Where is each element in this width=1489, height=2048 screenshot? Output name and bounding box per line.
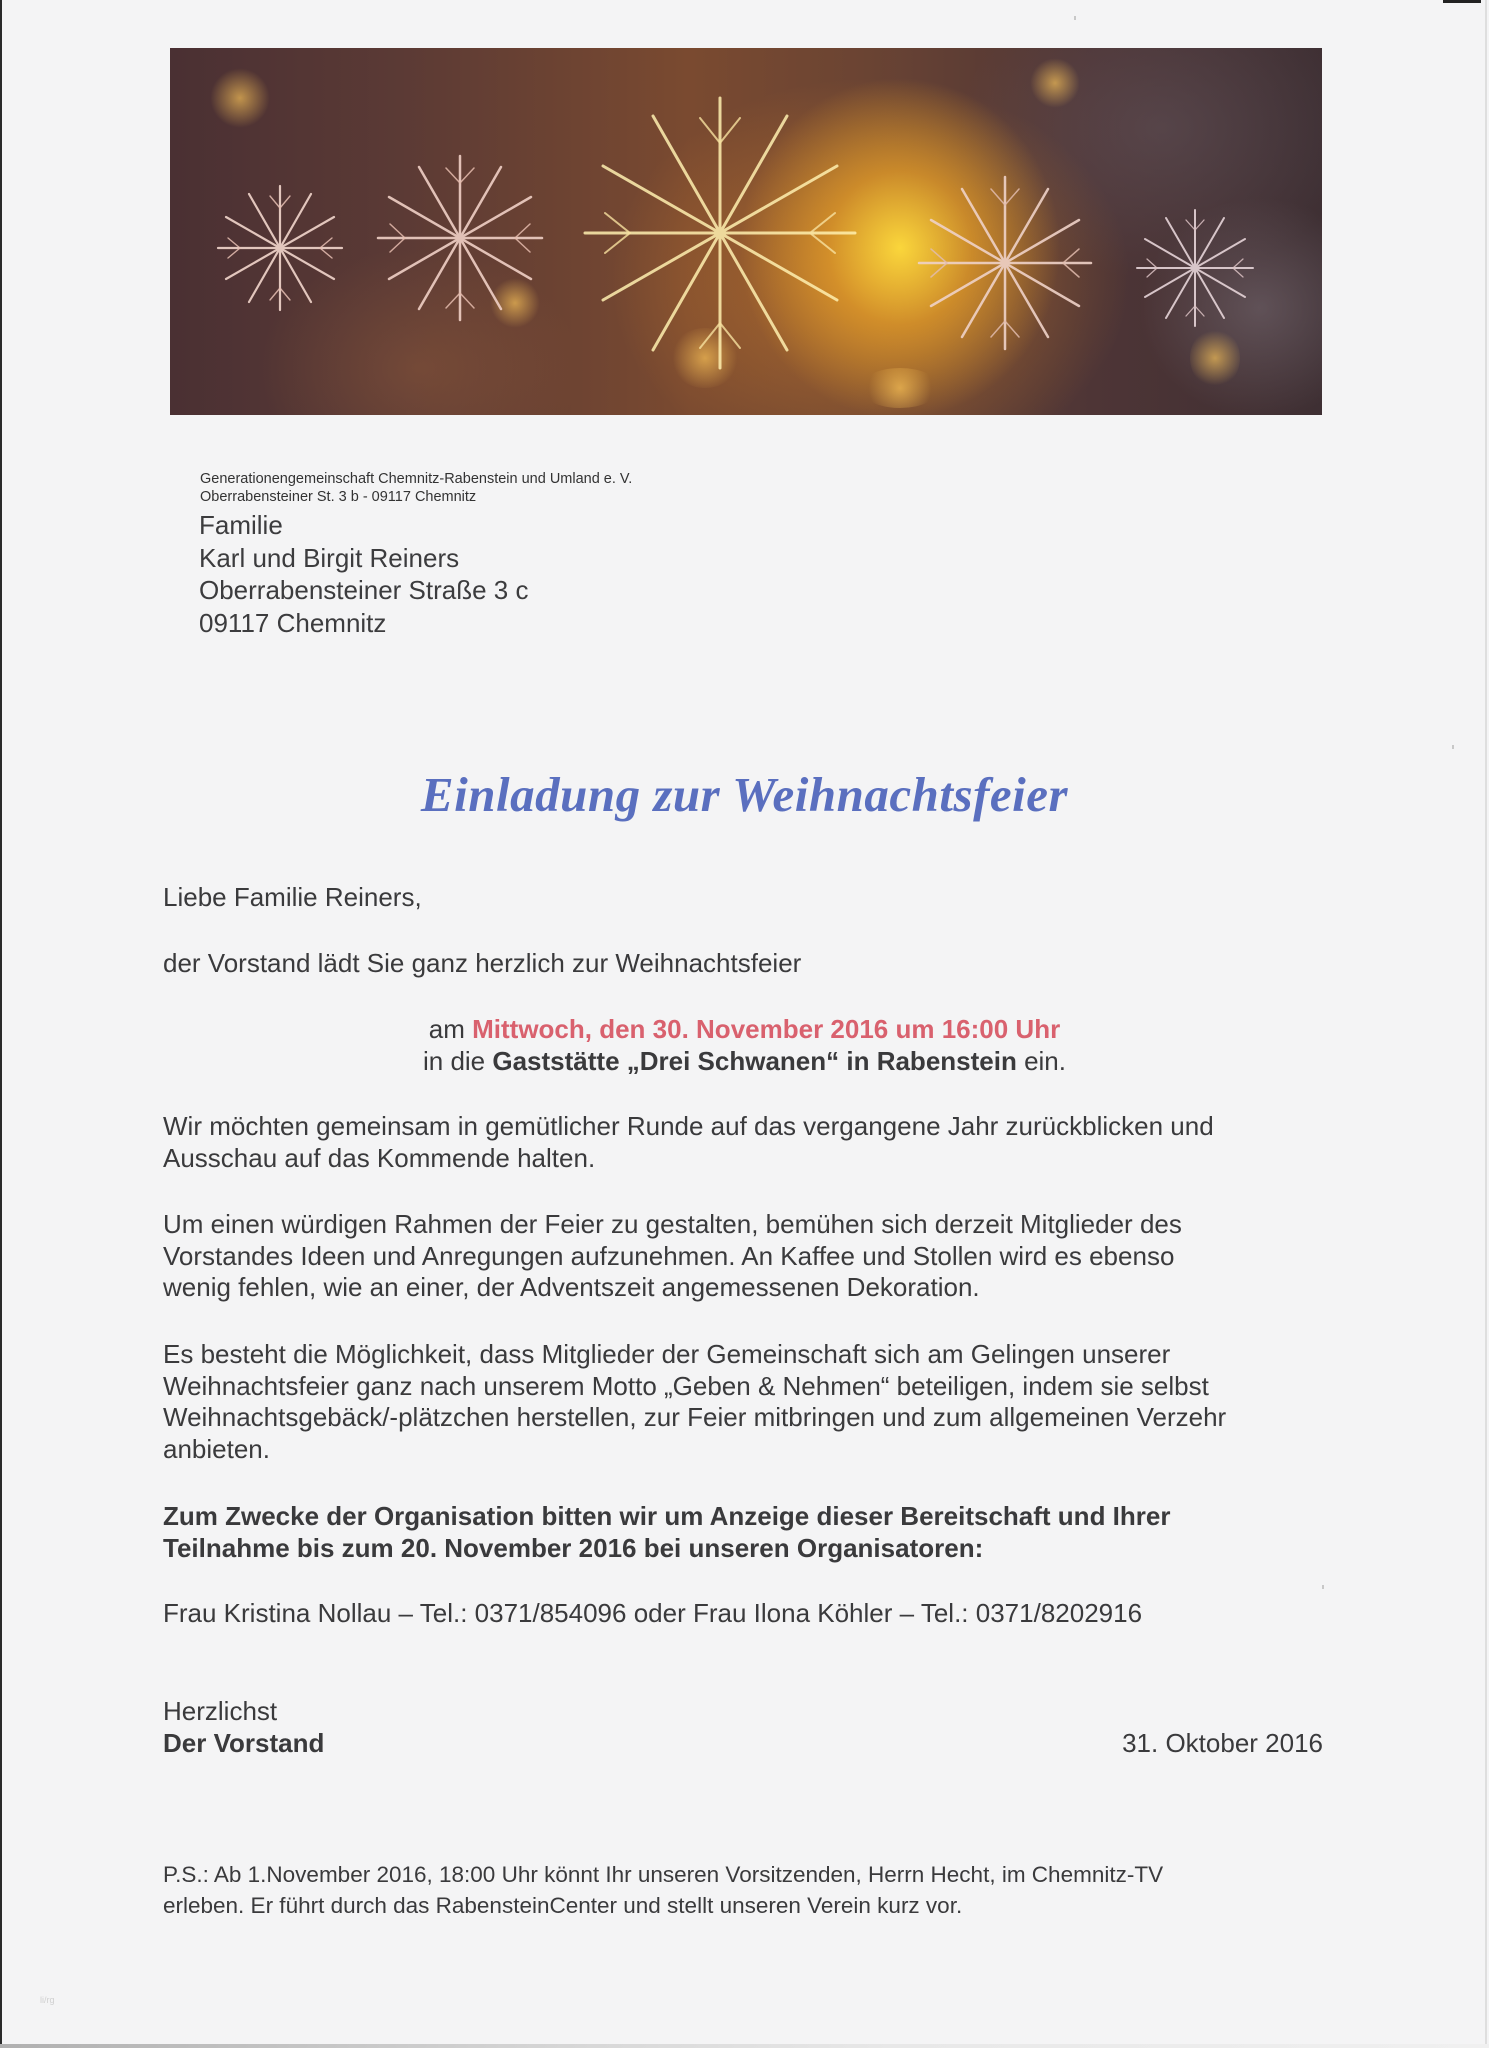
scan-speck	[1074, 16, 1076, 20]
postscript-line: erleben. Er führt durch das RabensteinCenter und stellt unseren Verein kurz vor.	[163, 1893, 963, 1918]
recipient-city: 09117 Chemnitz	[199, 607, 387, 638]
paragraph-line: Weihnachtsfeier ganz nach unserem Motto „Geben & Nehmen“ beteiligen, indem sie selbst	[163, 1370, 1209, 1401]
scan-speck	[1452, 745, 1454, 749]
paragraph-line: Vorstandes Ideen und Anregungen aufzunehmen. An Kaffee und Stollen wird es ebenso	[163, 1240, 1175, 1271]
recipient-street: Oberrabensteiner Straße 3 c	[199, 575, 529, 605]
document-title: Einladung zur Weihnachtsfeier	[420, 767, 1069, 822]
recipient-name: Karl und Birgit Reiners	[199, 542, 460, 573]
event-venue: Gaststätte „Drei Schwanen“ in Rabenstein	[492, 1046, 1017, 1076]
letter-intro: der Vorstand lädt Sie ganz herzlich zur Weihnachtsfeier	[163, 948, 802, 978]
paragraph-line: Um einen würdigen Rahmen der Feier zu gestalten, bemühen sich derzeit Mitglieder des	[163, 1209, 1182, 1239]
paragraph-rsvp-request	[163, 1501, 1343, 1564]
scan-watermark: li/rg	[40, 1995, 55, 2005]
snowflake-icon	[370, 148, 550, 333]
postscript	[163, 1859, 1363, 1921]
event-datetime-line	[0, 1013, 1489, 1045]
organizer-contacts: Frau Kristina Nollau – Tel.: 0371/854096 oder Frau Ilona Köhler – Tel.: 0371/8202916	[163, 1598, 1143, 1628]
signature: Der Vorstand	[163, 1727, 325, 1758]
paragraph-line: Es besteht die Möglichkeit, dass Mitglieder der Gemeinschaft sich am Gelingen unserer	[163, 1339, 1171, 1369]
paragraph-line: wenig fehlen, wie an einer, der Adventszeit angemessenen Dekoration.	[163, 1272, 980, 1302]
scan-edge-top-right	[1443, 0, 1481, 3]
recipient-address	[199, 509, 529, 639]
event-venue-line	[0, 1045, 1489, 1077]
bokeh-light	[210, 68, 270, 128]
venue-prefix: in die	[422, 1046, 493, 1076]
letter-date: 31. Oktober 2016	[1122, 1728, 1323, 1758]
snowflake-icon	[910, 168, 1100, 363]
snowflake-icon	[1130, 203, 1260, 338]
event-prefix: am	[428, 1014, 473, 1044]
letter-greeting: Liebe Familie Reiners,	[163, 882, 422, 912]
paragraph-review	[163, 1111, 1343, 1174]
bokeh-light	[1030, 58, 1080, 108]
paragraph-contribution	[163, 1339, 1343, 1465]
scan-speck	[1322, 1585, 1324, 1589]
venue-suffix: ein.	[1016, 1046, 1066, 1076]
snowflake-icon	[210, 178, 350, 323]
paragraph-line: Ausschau auf das Kommende halten.	[163, 1142, 596, 1173]
scan-edge-bottom	[0, 2044, 1489, 2048]
bokeh-light	[860, 368, 940, 408]
christmas-banner-image	[170, 48, 1322, 415]
paragraph-line: Weihnachtsgebäck/-plätzchen herstellen, zur Feier mitbringen und zum allgemeinen Verzehr	[163, 1402, 1227, 1432]
sender-organization: Generationengemeinschaft Chemnitz-Rabenstein und Umland e. V.	[200, 471, 633, 487]
event-details	[0, 1013, 1489, 1077]
paragraph-line: Teilnahme bis zum 20. November 2016 bei unseren Organisatoren:	[163, 1532, 984, 1563]
closing-phrase: Herzlichst	[163, 1696, 278, 1726]
paragraph-preparation	[163, 1209, 1343, 1304]
paragraph-line: Wir möchten gemeinsam in gemütlicher Runde auf das vergangene Jahr zurückblicken und	[163, 1111, 1214, 1141]
snowflake-icon	[580, 88, 860, 383]
recipient-salutation: Familie	[199, 510, 283, 540]
paragraph-line: Zum Zwecke der Organisation bitten wir um Anzeige dieser Bereitschaft und Ihrer	[163, 1501, 1171, 1531]
paragraph-line: anbieten.	[163, 1433, 270, 1464]
sender-street: Oberrabensteiner St. 3 b - 09117 Chemnitz	[200, 489, 477, 505]
sender-address	[200, 470, 632, 506]
event-datetime: Mittwoch, den 30. November 2016 um 16:00 Uhr	[472, 1014, 1061, 1044]
postscript-line: P.S.: Ab 1.November 2016, 18:00 Uhr könnt Ihr unseren Vorsitzenden, Herrn Hecht, im Chemnitz-TV	[163, 1862, 1164, 1887]
